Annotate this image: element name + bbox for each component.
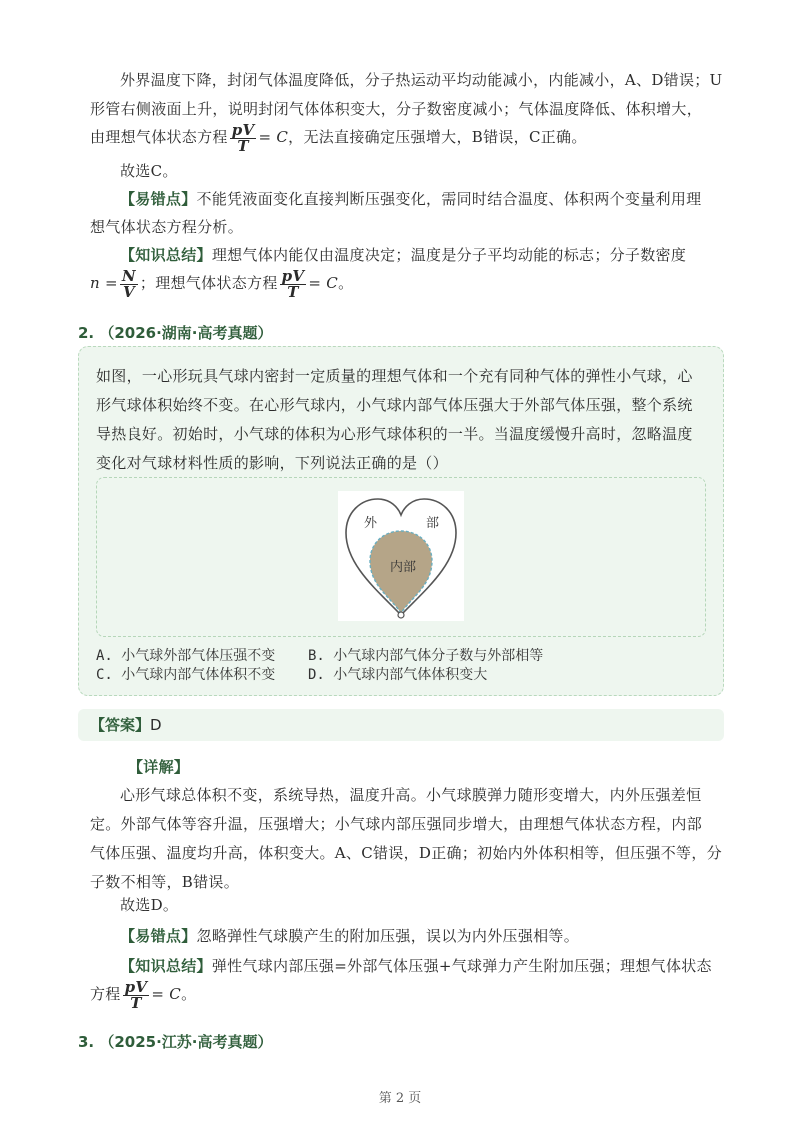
explain-line: 子数不相等，B错误。 [90, 873, 240, 891]
prev-solution-line3-row [90, 120, 730, 154]
prev-solution-line1: 外界温度下降，封闭气体温度降低，分子热运动平均动能减小，内能减小，A、D错误；U [120, 71, 723, 89]
prev-summary-text: 理想气体内能仅由温度决定；温度是分子平均动能的标志；分子数密度 [211, 246, 687, 264]
prev-solution-line3-pre: 由理想气体状态方程 [90, 128, 228, 146]
prev-summary-tag: 【知识总结】 [120, 246, 212, 264]
equals-c: = C [258, 128, 289, 146]
prev-mistake-tag: 【易错点】 [120, 190, 197, 208]
question-2-header: 2. （2026·湖南·高考真题） [78, 324, 273, 342]
frac-numerator: pV [281, 266, 305, 285]
gas-law-fraction [230, 120, 257, 155]
q2-choice: 故选D。 [120, 896, 179, 914]
explain-line: 气体压强、温度均升高，体积变大。A、C错误，D正确；初始内外体积相等，但压强不等，分 [90, 844, 722, 862]
explain-paragraph-cont [90, 810, 730, 897]
frac-denominator: T [287, 282, 299, 301]
explain-tag: 【详解】 [128, 758, 190, 776]
answer-bar [78, 709, 724, 741]
inner-label: 内部 [390, 560, 417, 575]
answer-tag: 【答案】 [90, 716, 151, 734]
q2-mistake-row [90, 922, 730, 951]
outer-label-left: 外 [364, 516, 378, 531]
question-2-stem [96, 362, 716, 478]
prev-mistake-row2 [90, 213, 730, 242]
prev-mistake-row [90, 185, 730, 214]
prev-summary-end: 。 [338, 274, 354, 292]
explain-line: 定。外部气体等容升温，压强增大；小气球内部压强同步增大，由理想气体状态方程，内部 [90, 815, 703, 833]
prev-summary-row2 [90, 266, 730, 300]
prev-solution-line2: 形管右侧液面上升，说明封闭气体体积变大，分子数密度减小；气体温度降低、体积增大， [90, 100, 703, 118]
equals-c: = C [308, 274, 339, 292]
balloon-knot [398, 612, 404, 618]
option-a[interactable]: A. 小气球外部气体压强不变 [96, 648, 276, 664]
stem-line: 形气球体积始终不变。在心形气球内，小气球内部气体压强大于外部气体压强，整个系统 [96, 396, 693, 414]
explain-tag-row [128, 753, 768, 782]
prev-mistake-text: 不能凭液面变化直接判断压强变化，需同时结合温度、体积两个变量利用理 [196, 190, 702, 208]
question-3-header: 3. （2025·江苏·高考真题） [78, 1033, 273, 1051]
stem-line: 如图，一心形玩具气球内密封一定质量的理想气体和一个充有同种气体的弹性小气球，心 [96, 367, 693, 385]
stem-line: 导热良好。初始时，小气球的体积为心形气球体积的一半。当温度缓慢升高时，忽略温度 [96, 425, 693, 443]
frac-numerator: pV [124, 977, 148, 996]
n-equals: n = [90, 274, 118, 292]
q2-mistake-text: 忽略弹性气球膜产生的附加压强，误以为内外压强相等。 [196, 927, 580, 945]
prev-choice: 故选C。 [120, 162, 178, 180]
q2-choice-row [90, 891, 730, 920]
frac-denominator: T [130, 993, 142, 1012]
density-fraction [120, 266, 138, 301]
frac-numerator: N [121, 266, 136, 285]
explain-line: 心形气球总体积不变，系统导热，温度升高。小气球膜弹力随形变增大，内外压强差恒 [120, 786, 702, 804]
heart-balloon-diagram [338, 491, 464, 621]
prev-choice-row [90, 157, 730, 186]
q2-summary-pre: 方程 [90, 985, 121, 1003]
frac-denominator: V [122, 282, 135, 301]
gas-law-fraction [280, 266, 307, 301]
frac-denominator: T [237, 136, 249, 155]
prev-solution-line3-post: ，无法直接确定压强增大，B错误，C正确。 [288, 128, 587, 146]
prev-summary-mid: ；理想气体状态方程 [139, 274, 278, 292]
prev-solution-paragraph [90, 66, 730, 95]
answer-value: D [150, 716, 162, 734]
q2-summary-row2 [90, 977, 730, 1011]
heart-balloon-figure [338, 491, 464, 621]
page-number: 第 2 页 [378, 1091, 422, 1106]
outer-label-right: 部 [426, 516, 440, 531]
frac-numerator: pV [231, 120, 255, 139]
option-d[interactable]: D. 小气球内部气体体积变大 [308, 667, 488, 683]
prev-mistake-text2: 想气体状态方程分析。 [90, 218, 244, 236]
stem-line: 变化对气球材料性质的影响，下列说法正确的是（） [96, 454, 448, 472]
q2-summary-end: 。 [181, 985, 197, 1003]
gas-law-fraction [123, 977, 150, 1012]
option-c[interactable]: C. 小气球内部气体体积不变 [96, 667, 276, 683]
q2-summary-tag: 【知识总结】 [120, 957, 212, 975]
equals-c: = C [151, 985, 182, 1003]
option-b[interactable]: B. 小气球内部气体分子数与外部相等 [308, 648, 544, 664]
q2-summary-text: 弹性气球内部压强=外部气体压强+气球弹力产生附加压强；理想气体状态 [211, 957, 712, 975]
explain-paragraph [90, 781, 730, 810]
q2-mistake-tag: 【易错点】 [120, 927, 197, 945]
